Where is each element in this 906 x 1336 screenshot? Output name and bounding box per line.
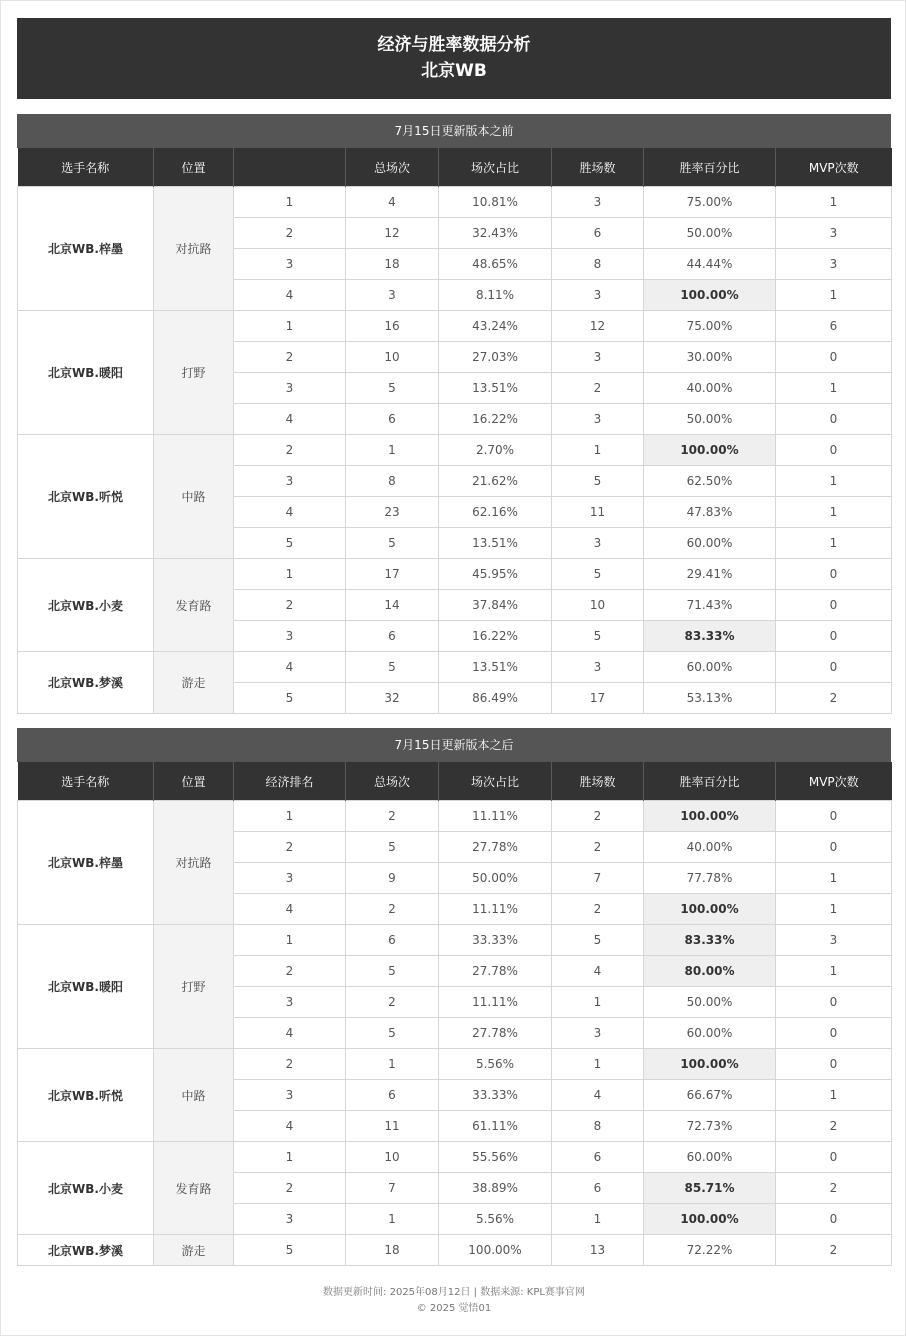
player-name: 北京WB.梦溪	[18, 652, 154, 714]
mvp-count-cell: 0	[776, 435, 892, 466]
economy-rank-cell: 2	[234, 218, 346, 249]
wins-cell: 3	[552, 187, 644, 218]
total-games-cell: 1	[346, 1204, 439, 1235]
player-position: 中路	[154, 435, 234, 559]
economy-rank-cell: 3	[234, 249, 346, 280]
win-rate-cell: 72.73%	[644, 1111, 776, 1142]
economy-rank-cell: 5	[234, 1235, 346, 1266]
wins-cell: 8	[552, 1111, 644, 1142]
games-share-cell: 62.16%	[439, 497, 552, 528]
win-rate-cell: 85.71%	[644, 1173, 776, 1204]
column-header: MVP次数	[776, 762, 892, 801]
games-share-cell: 16.22%	[439, 621, 552, 652]
table-header-row	[18, 148, 892, 187]
column-header: 胜率百分比	[644, 762, 776, 801]
mvp-count-cell: 1	[776, 373, 892, 404]
player-position: 打野	[154, 925, 234, 1049]
wins-cell: 5	[552, 621, 644, 652]
economy-rank-cell: 1	[234, 1142, 346, 1173]
total-games-cell: 5	[346, 652, 439, 683]
player-position: 发育路	[154, 559, 234, 652]
games-share-cell: 13.51%	[439, 528, 552, 559]
wins-cell: 1	[552, 1049, 644, 1080]
win-rate-cell: 60.00%	[644, 528, 776, 559]
economy-rank-cell: 1	[234, 925, 346, 956]
mvp-count-cell: 3	[776, 249, 892, 280]
mvp-count-cell: 1	[776, 956, 892, 987]
win-rate-cell: 30.00%	[644, 342, 776, 373]
mvp-count-cell: 0	[776, 559, 892, 590]
economy-rank-cell: 1	[234, 311, 346, 342]
wins-cell: 7	[552, 863, 644, 894]
games-share-cell: 11.11%	[439, 894, 552, 925]
win-rate-cell: 50.00%	[644, 404, 776, 435]
table-row	[18, 435, 892, 466]
economy-rank-cell: 3	[234, 373, 346, 404]
win-rate-cell: 60.00%	[644, 1142, 776, 1173]
section-after-update	[17, 728, 891, 1266]
column-header: 位置	[154, 148, 234, 187]
wins-cell: 17	[552, 683, 644, 714]
column-header: 总场次	[346, 762, 439, 801]
player-name: 北京WB.暖阳	[18, 311, 154, 435]
economy-rank-cell: 4	[234, 652, 346, 683]
games-share-cell: 5.56%	[439, 1049, 552, 1080]
economy-rank-cell: 2	[234, 956, 346, 987]
economy-rank-cell: 3	[234, 466, 346, 497]
economy-rank-cell: 4	[234, 894, 346, 925]
player-position: 游走	[154, 652, 234, 714]
games-share-cell: 11.11%	[439, 801, 552, 832]
win-rate-cell: 80.00%	[644, 956, 776, 987]
games-share-cell: 33.33%	[439, 1080, 552, 1111]
wins-cell: 1	[552, 435, 644, 466]
games-share-cell: 86.49%	[439, 683, 552, 714]
games-share-cell: 100.00%	[439, 1235, 552, 1266]
column-header: 胜率百分比	[644, 148, 776, 187]
table-row	[18, 1142, 892, 1173]
win-rate-cell: 53.13%	[644, 683, 776, 714]
wins-cell: 5	[552, 466, 644, 497]
player-name: 北京WB.小麦	[18, 559, 154, 652]
table-row	[18, 801, 892, 832]
win-rate-cell: 60.00%	[644, 1018, 776, 1049]
games-share-cell: 27.78%	[439, 956, 552, 987]
player-name: 北京WB.小麦	[18, 1142, 154, 1235]
column-header	[234, 148, 346, 187]
win-rate-cell: 100.00%	[644, 435, 776, 466]
win-rate-cell: 40.00%	[644, 373, 776, 404]
games-share-cell: 10.81%	[439, 187, 552, 218]
wins-cell: 3	[552, 342, 644, 373]
win-rate-cell: 29.41%	[644, 559, 776, 590]
footer-copyright: © 2025 觉悟01	[416, 1303, 492, 1314]
win-rate-cell: 44.44%	[644, 249, 776, 280]
mvp-count-cell: 6	[776, 311, 892, 342]
column-header: 经济排名	[234, 762, 346, 801]
economy-rank-cell: 3	[234, 987, 346, 1018]
games-share-cell: 13.51%	[439, 373, 552, 404]
total-games-cell: 6	[346, 404, 439, 435]
table-row	[18, 925, 892, 956]
total-games-cell: 10	[346, 1142, 439, 1173]
section-before-update	[17, 114, 891, 714]
total-games-cell: 5	[346, 1018, 439, 1049]
total-games-cell: 3	[346, 280, 439, 311]
mvp-count-cell: 2	[776, 1235, 892, 1266]
games-share-cell: 27.78%	[439, 832, 552, 863]
column-header: 总场次	[346, 148, 439, 187]
win-rate-cell: 75.00%	[644, 311, 776, 342]
mvp-count-cell: 1	[776, 1080, 892, 1111]
page-header	[17, 18, 891, 99]
player-name: 北京WB.听悦	[18, 435, 154, 559]
win-rate-cell: 100.00%	[644, 1204, 776, 1235]
player-position: 游走	[154, 1235, 234, 1266]
total-games-cell: 16	[346, 311, 439, 342]
total-games-cell: 32	[346, 683, 439, 714]
total-games-cell: 6	[346, 621, 439, 652]
total-games-cell: 2	[346, 987, 439, 1018]
mvp-count-cell: 1	[776, 187, 892, 218]
mvp-count-cell: 0	[776, 832, 892, 863]
win-rate-cell: 72.22%	[644, 1235, 776, 1266]
mvp-count-cell: 0	[776, 1018, 892, 1049]
win-rate-cell: 71.43%	[644, 590, 776, 621]
mvp-count-cell: 0	[776, 342, 892, 373]
total-games-cell: 23	[346, 497, 439, 528]
win-rate-cell: 100.00%	[644, 801, 776, 832]
wins-cell: 2	[552, 801, 644, 832]
column-header: MVP次数	[776, 148, 892, 187]
economy-rank-cell: 2	[234, 590, 346, 621]
economy-rank-cell: 4	[234, 497, 346, 528]
wins-cell: 3	[552, 404, 644, 435]
table-row	[18, 559, 892, 590]
total-games-cell: 10	[346, 342, 439, 373]
economy-rank-cell: 5	[234, 528, 346, 559]
wins-cell: 1	[552, 987, 644, 1018]
games-share-cell: 2.70%	[439, 435, 552, 466]
win-rate-cell: 66.67%	[644, 1080, 776, 1111]
win-rate-cell: 60.00%	[644, 652, 776, 683]
player-position: 打野	[154, 311, 234, 435]
player-position: 对抗路	[154, 801, 234, 925]
table-header-row	[18, 762, 892, 801]
mvp-count-cell: 0	[776, 987, 892, 1018]
games-share-cell: 27.03%	[439, 342, 552, 373]
total-games-cell: 4	[346, 187, 439, 218]
wins-cell: 5	[552, 925, 644, 956]
mvp-count-cell: 0	[776, 652, 892, 683]
total-games-cell: 2	[346, 801, 439, 832]
total-games-cell: 11	[346, 1111, 439, 1142]
table-row	[18, 1235, 892, 1266]
table-row	[18, 187, 892, 218]
mvp-count-cell: 0	[776, 404, 892, 435]
games-share-cell: 27.78%	[439, 1018, 552, 1049]
win-rate-cell: 50.00%	[644, 987, 776, 1018]
economy-rank-cell: 4	[234, 280, 346, 311]
wins-cell: 2	[552, 894, 644, 925]
mvp-count-cell: 1	[776, 497, 892, 528]
footer-update-info: 数据更新时间: 2025年08月12日 | 数据来源: KPL赛事官网	[323, 1287, 585, 1298]
total-games-cell: 18	[346, 249, 439, 280]
mvp-count-cell: 1	[776, 894, 892, 925]
mvp-count-cell: 2	[776, 1173, 892, 1204]
games-share-cell: 50.00%	[439, 863, 552, 894]
economy-rank-cell: 3	[234, 621, 346, 652]
stats-table	[17, 762, 892, 1266]
total-games-cell: 6	[346, 1080, 439, 1111]
wins-cell: 3	[552, 1018, 644, 1049]
economy-rank-cell: 1	[234, 187, 346, 218]
column-header: 胜场数	[552, 762, 644, 801]
economy-rank-cell: 5	[234, 683, 346, 714]
win-rate-cell: 77.78%	[644, 863, 776, 894]
column-header: 位置	[154, 762, 234, 801]
games-share-cell: 61.11%	[439, 1111, 552, 1142]
economy-rank-cell: 4	[234, 1111, 346, 1142]
mvp-count-cell: 2	[776, 1111, 892, 1142]
mvp-count-cell: 0	[776, 1142, 892, 1173]
total-games-cell: 14	[346, 590, 439, 621]
table-row	[18, 1049, 892, 1080]
player-position: 发育路	[154, 1142, 234, 1235]
mvp-count-cell: 0	[776, 621, 892, 652]
total-games-cell: 12	[346, 218, 439, 249]
wins-cell: 13	[552, 1235, 644, 1266]
mvp-count-cell: 0	[776, 590, 892, 621]
wins-cell: 2	[552, 373, 644, 404]
section-title: 7月15日更新版本之后	[17, 728, 891, 762]
economy-rank-cell: 1	[234, 801, 346, 832]
table-row	[18, 311, 892, 342]
wins-cell: 6	[552, 1142, 644, 1173]
page-footer	[1, 1285, 906, 1317]
wins-cell: 3	[552, 280, 644, 311]
table-row	[18, 652, 892, 683]
games-share-cell: 21.62%	[439, 466, 552, 497]
wins-cell: 3	[552, 528, 644, 559]
total-games-cell: 1	[346, 1049, 439, 1080]
column-header: 胜场数	[552, 148, 644, 187]
wins-cell: 2	[552, 832, 644, 863]
mvp-count-cell: 0	[776, 1049, 892, 1080]
economy-rank-cell: 2	[234, 832, 346, 863]
economy-rank-cell: 3	[234, 863, 346, 894]
economy-rank-cell: 2	[234, 1173, 346, 1204]
economy-rank-cell: 1	[234, 559, 346, 590]
win-rate-cell: 100.00%	[644, 280, 776, 311]
mvp-count-cell: 3	[776, 925, 892, 956]
column-header: 选手名称	[18, 762, 154, 801]
mvp-count-cell: 3	[776, 218, 892, 249]
column-header: 场次占比	[439, 762, 552, 801]
player-name: 北京WB.暖阳	[18, 925, 154, 1049]
mvp-count-cell: 1	[776, 280, 892, 311]
games-share-cell: 48.65%	[439, 249, 552, 280]
player-name: 北京WB.梦溪	[18, 1235, 154, 1266]
games-share-cell: 43.24%	[439, 311, 552, 342]
wins-cell: 6	[552, 218, 644, 249]
total-games-cell: 18	[346, 1235, 439, 1266]
economy-rank-cell: 2	[234, 342, 346, 373]
wins-cell: 8	[552, 249, 644, 280]
wins-cell: 11	[552, 497, 644, 528]
total-games-cell: 1	[346, 435, 439, 466]
wins-cell: 4	[552, 956, 644, 987]
mvp-count-cell: 0	[776, 1204, 892, 1235]
mvp-count-cell: 2	[776, 683, 892, 714]
games-share-cell: 5.56%	[439, 1204, 552, 1235]
win-rate-cell: 100.00%	[644, 1049, 776, 1080]
games-share-cell: 8.11%	[439, 280, 552, 311]
wins-cell: 3	[552, 652, 644, 683]
games-share-cell: 37.84%	[439, 590, 552, 621]
games-share-cell: 11.11%	[439, 987, 552, 1018]
total-games-cell: 5	[346, 373, 439, 404]
column-header: 场次占比	[439, 148, 552, 187]
mvp-count-cell: 1	[776, 863, 892, 894]
economy-rank-cell: 3	[234, 1204, 346, 1235]
total-games-cell: 5	[346, 528, 439, 559]
games-share-cell: 33.33%	[439, 925, 552, 956]
games-share-cell: 45.95%	[439, 559, 552, 590]
wins-cell: 5	[552, 559, 644, 590]
mvp-count-cell: 1	[776, 466, 892, 497]
economy-rank-cell: 2	[234, 1049, 346, 1080]
economy-rank-cell: 4	[234, 404, 346, 435]
total-games-cell: 2	[346, 894, 439, 925]
win-rate-cell: 47.83%	[644, 497, 776, 528]
economy-rank-cell: 3	[234, 1080, 346, 1111]
games-share-cell: 16.22%	[439, 404, 552, 435]
wins-cell: 6	[552, 1173, 644, 1204]
win-rate-cell: 50.00%	[644, 218, 776, 249]
win-rate-cell: 83.33%	[644, 621, 776, 652]
total-games-cell: 17	[346, 559, 439, 590]
win-rate-cell: 83.33%	[644, 925, 776, 956]
win-rate-cell: 100.00%	[644, 894, 776, 925]
wins-cell: 12	[552, 311, 644, 342]
total-games-cell: 5	[346, 832, 439, 863]
total-games-cell: 8	[346, 466, 439, 497]
economy-rank-cell: 2	[234, 435, 346, 466]
games-share-cell: 38.89%	[439, 1173, 552, 1204]
total-games-cell: 7	[346, 1173, 439, 1204]
games-share-cell: 32.43%	[439, 218, 552, 249]
player-name: 北京WB.梓墨	[18, 187, 154, 311]
games-share-cell: 55.56%	[439, 1142, 552, 1173]
total-games-cell: 6	[346, 925, 439, 956]
player-name: 北京WB.听悦	[18, 1049, 154, 1142]
team-name: 北京WB	[421, 61, 487, 81]
page-title: 经济与胜率数据分析	[377, 35, 531, 55]
stats-table	[17, 148, 892, 714]
player-name: 北京WB.梓墨	[18, 801, 154, 925]
wins-cell: 1	[552, 1204, 644, 1235]
win-rate-cell: 62.50%	[644, 466, 776, 497]
section-title: 7月15日更新版本之前	[17, 114, 891, 148]
win-rate-cell: 40.00%	[644, 832, 776, 863]
wins-cell: 10	[552, 590, 644, 621]
win-rate-cell: 75.00%	[644, 187, 776, 218]
mvp-count-cell: 1	[776, 528, 892, 559]
total-games-cell: 5	[346, 956, 439, 987]
total-games-cell: 9	[346, 863, 439, 894]
economy-rank-cell: 4	[234, 1018, 346, 1049]
games-share-cell: 13.51%	[439, 652, 552, 683]
column-header: 选手名称	[18, 148, 154, 187]
player-position: 对抗路	[154, 187, 234, 311]
wins-cell: 4	[552, 1080, 644, 1111]
mvp-count-cell: 0	[776, 801, 892, 832]
player-position: 中路	[154, 1049, 234, 1142]
